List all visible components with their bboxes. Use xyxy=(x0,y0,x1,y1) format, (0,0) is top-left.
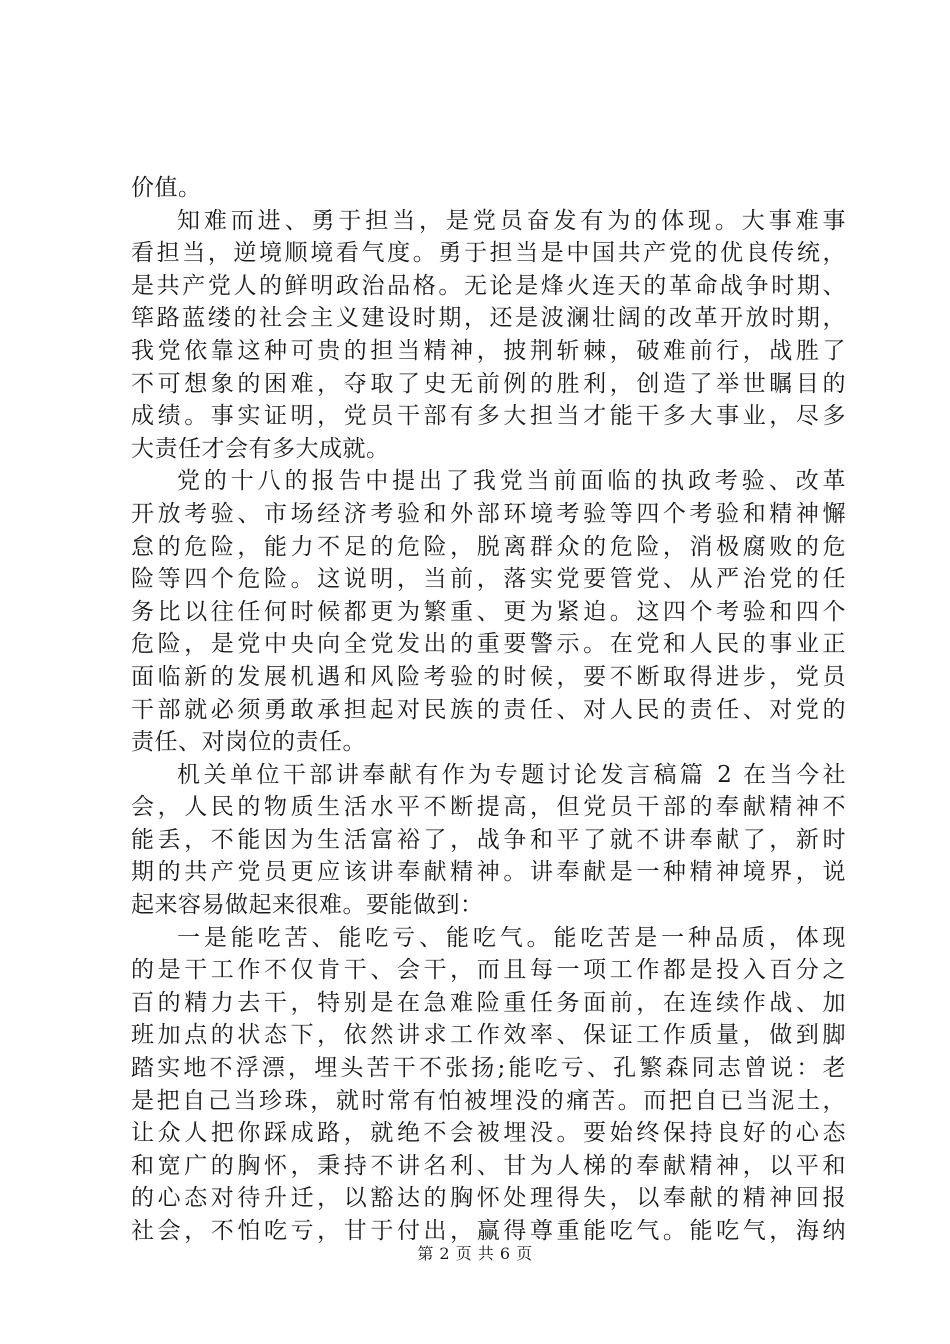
text-line: 干部就必须勇敢承担起对民族的责任、对人民的责任、对党的 xyxy=(131,696,846,723)
text-line: 机关单位干部讲奉献有作为专题讨论发言稿篇 2 在当今社 xyxy=(177,761,846,788)
text-line: 的是干工作不仅肯干、会干，而且每一项工作都是投入百分之 xyxy=(131,957,846,984)
text-line: 和宽广的胸怀，秉持不讲名利、甘为人梯的奉献精神，以平和 xyxy=(131,1152,846,1179)
text-line: 百的精力去干，特别是在急难险重任务面前，在连续作战、加 xyxy=(131,989,846,1016)
text-line: 开放考验、市场经济考验和外部环境考验等四个考验和精神懈 xyxy=(131,500,846,527)
text-line: 社会，不怕吃亏，甘于付出，赢得尊重能吃气。能吃气，海纳 xyxy=(131,1218,846,1244)
text-line: 会，人民的物质生活水平不断提高，但党员干部的奉献精神不 xyxy=(131,794,846,821)
text-line: 是共产党人的鲜明政治品格。无论是烽火连天的革命战争时期、 xyxy=(131,272,846,299)
text-line: 筚路蓝缕的社会主义建设时期，还是波澜壮阔的改革开放时期， xyxy=(131,305,846,332)
text-line: 怠的危险，能力不足的危险，脱离群众的危险，消极腐败的危 xyxy=(131,533,846,560)
text-line: 危险，是党中央向全党发出的重要警示。在党和人民的事业正 xyxy=(131,631,846,658)
text-line: 踏实地不浮漂，埋头苦干不张扬;能吃亏、孔繁森同志曾说：老 xyxy=(131,1055,846,1082)
text-line: 责任、对岗位的责任。 xyxy=(131,729,366,756)
text-line: 的心态对待升迁，以豁达的胸怀处理得失，以奉献的精神回报 xyxy=(131,1185,846,1212)
text-line: 我党依靠这种可贵的担当精神，披荆斩棘，破难前行，战胜了 xyxy=(131,337,846,364)
text-line: 看担当，逆境顺境看气度。勇于担当是中国共产党的优良传统， xyxy=(131,240,846,267)
text-line: 一是能吃苦、能吃亏、能吃气。能吃苦是一种品质，体现 xyxy=(177,924,846,951)
page-number-footer: 第 2 页 共 6 页 xyxy=(417,1244,533,1263)
text-line: 是把自己当珍珠，就时常有怕被埋没的痛苦。而把自已当泥土， xyxy=(131,1087,846,1114)
text-line: 大责任才会有多大成就。 xyxy=(131,435,390,462)
text-line: 让众人把你踩成路，就绝不会被埋没。要始终保持良好的心态 xyxy=(131,1120,846,1147)
text-line: 知难而进、勇于担当，是党员奋发有为的体现。大事难事 xyxy=(177,207,846,234)
text-line: 价值。 xyxy=(131,175,202,201)
text-line: 务比以往任何时候都更为繁重、更为紧迫。这四个考验和四个 xyxy=(131,598,846,625)
text-line: 成绩。事实证明，党员干部有多大担当才能干多大事业，尽多 xyxy=(131,403,846,430)
text-line: 期的共产党员更应该讲奉献精神。讲奉献是一种精神境界，说 xyxy=(131,859,846,886)
text-line: 起来容易做起来很难。要能做到： xyxy=(131,892,484,919)
text-line: 能丢，不能因为生活富裕了，战争和平了就不讲奉献了，新时 xyxy=(131,826,846,853)
text-line: 面临新的发展机遇和风险考验的时候，要不断取得进步，党员 xyxy=(131,663,846,690)
text-line: 党的十八的报告中提出了我党当前面临的执政考验、改革 xyxy=(177,468,846,495)
document-body xyxy=(131,172,846,1248)
text-line: 险等四个危险。这说明，当前，落实党要管党、从严治党的任 xyxy=(131,566,846,593)
text-line: 不可想象的困难，夺取了史无前例的胜利，创造了举世瞩目的 xyxy=(131,370,846,397)
text-line: 班加点的状态下，依然讲求工作效率、保证工作质量，做到脚 xyxy=(131,1022,846,1049)
